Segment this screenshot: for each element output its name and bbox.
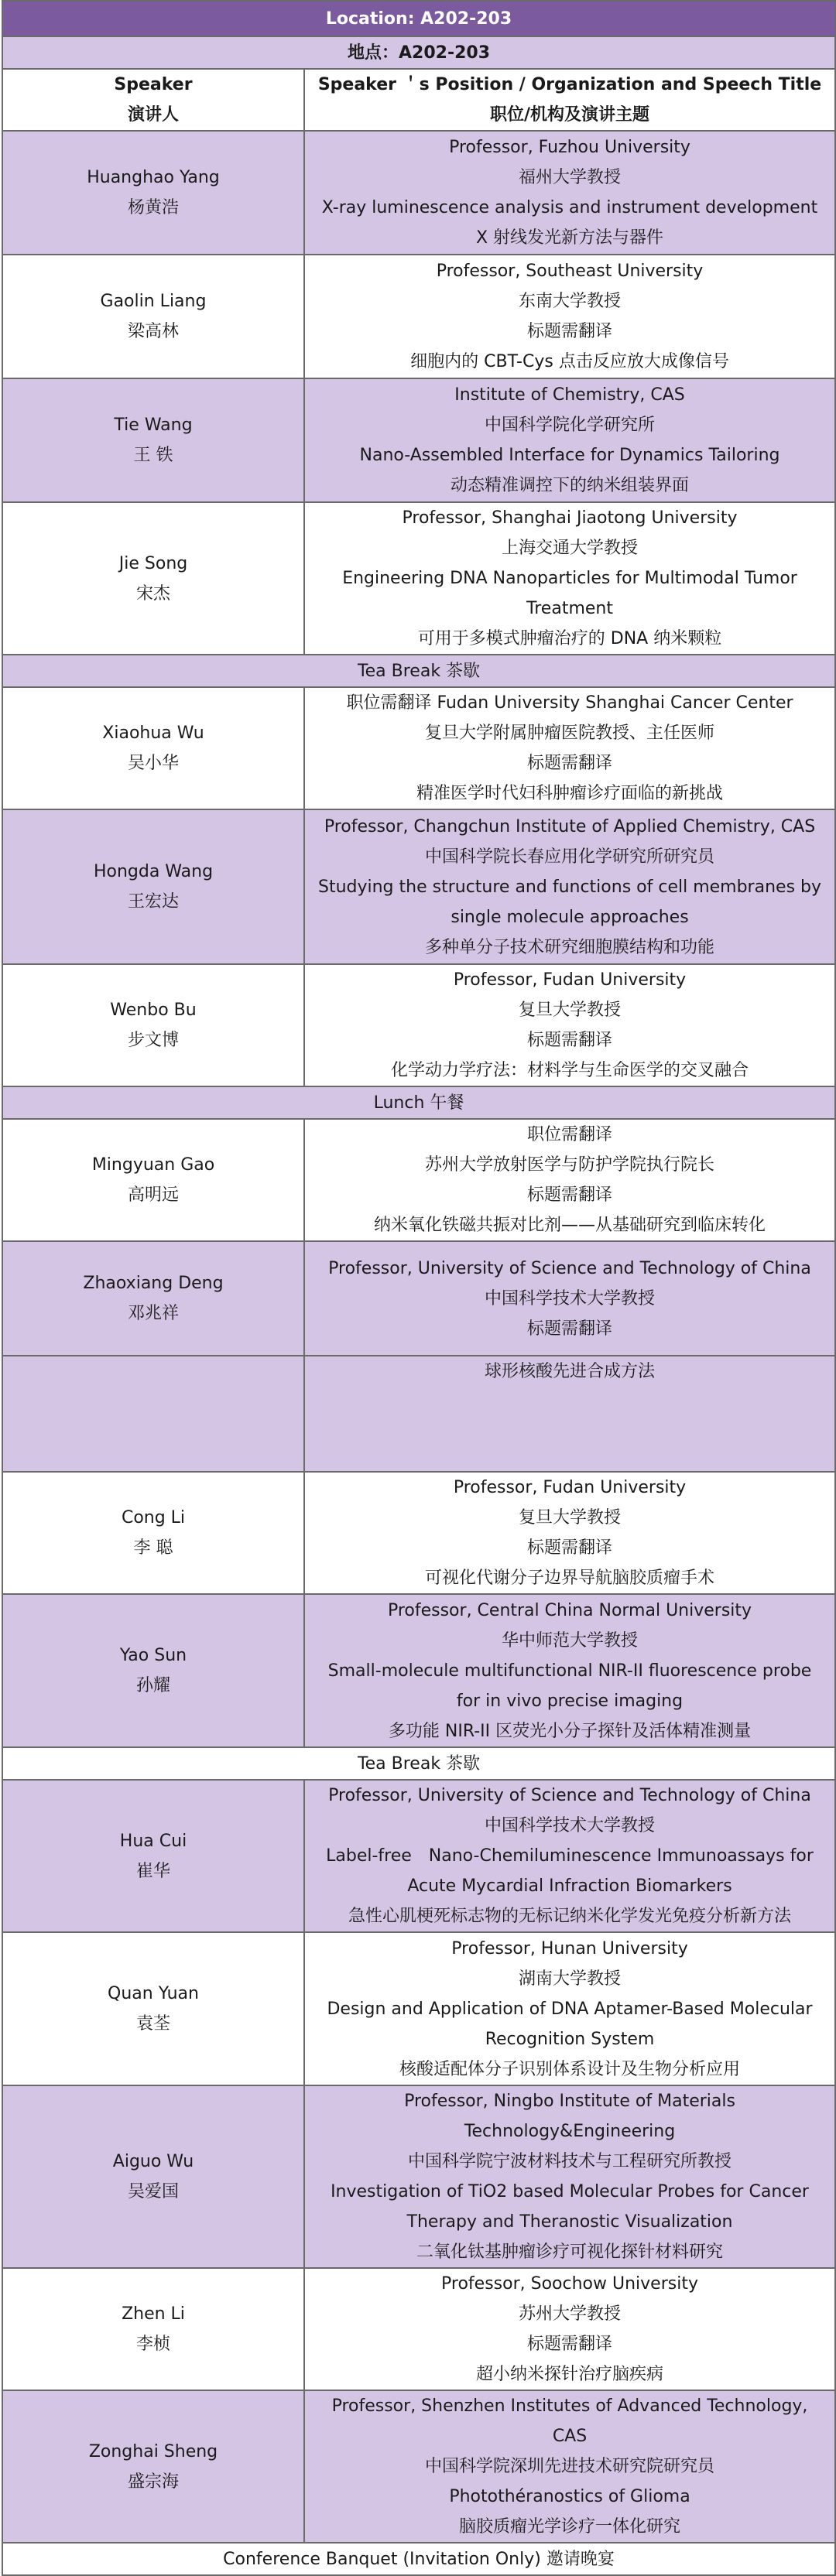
- speaker-row: [2, 255, 835, 378]
- talk-details-cell: [304, 1932, 835, 2085]
- speaker-cell: [2, 1780, 304, 1932]
- talk-detail-line: 中国科学院深圳先进技术研究院研究员: [425, 2457, 715, 2476]
- talk-detail-line: 急性心肌梗死标志物的无标记纳米化学发光免疫分析新方法: [348, 1907, 792, 1926]
- talk-details-cell: [304, 1356, 835, 1472]
- talk-detail-line: 标题需翻译: [527, 754, 613, 773]
- talk-detail-line: Recognition System: [485, 2029, 655, 2049]
- speaker-name-cn: 盛宗海: [127, 2472, 179, 2492]
- talk-detail-line: Nano-Assembled Interface for Dynamics Tailoring: [359, 446, 780, 465]
- talk-detail-line: 纳米氧化铁磁共振对比剂——从基础研究到临床转化: [374, 1216, 766, 1235]
- talk-detail-line: 职位需翻译 Fudan University Shanghai Cancer Center: [346, 693, 793, 713]
- speaker-name-cn: 孙耀: [135, 1676, 170, 1695]
- talk-details-cell: [304, 1780, 835, 1932]
- speaker-name-en: Xiaohua Wu: [102, 724, 204, 743]
- speaker-name-en: Hua Cui: [119, 1831, 187, 1851]
- speaker-cell: [2, 255, 304, 378]
- speaker-name-en: Mingyuan Gao: [91, 1155, 215, 1175]
- talk-detail-line: 复旦大学附属肿瘤医院教授、主任医师: [425, 724, 715, 743]
- talk-detail-line: 福州大学教授: [519, 168, 622, 187]
- talk-detail-line: Photothéranostics of Glioma: [449, 2487, 690, 2506]
- break-row: [2, 1086, 835, 1119]
- talk-detail-line: Small-molecule multifunctional NIR-II fluorescence probe: [327, 1661, 812, 1681]
- talk-detail-line: Professor, Changchun Institute of Applied Chemistry, CAS: [324, 816, 816, 836]
- talk-detail-line: 华中师范大学教授: [502, 1630, 639, 1651]
- speaker-name-en: Aiguo Wu: [112, 2152, 194, 2171]
- talk-detail-line: 中国科学技术大学教授: [485, 1816, 656, 1835]
- speaker-name-en: Huanghao Yang: [87, 168, 220, 187]
- speaker-name-cn: 袁荃: [135, 2014, 170, 2034]
- speaker-name-cn: 王宏达: [127, 892, 179, 912]
- talk-detail-line: Therapy and Theranostic Visualization: [406, 2212, 733, 2232]
- continuation-row: [2, 1356, 835, 1472]
- talk-detail-line: 苏州大学教授: [519, 2304, 622, 2324]
- talk-detail-line: X-ray luminescence analysis and instrument development: [321, 198, 818, 217]
- title-header-cn: 职位/机构及演讲主题: [489, 105, 650, 125]
- talk-detail-line: 中国科学院宁波材料技术与工程研究所教授: [408, 2152, 732, 2171]
- talk-detail-line: 化学动力学疗法：材料学与生命医学的交叉融合: [391, 1061, 749, 1080]
- talk-detail-line: Label-free Nano-Chemiluminescence Immunoassays for: [326, 1846, 814, 1866]
- talk-detail-line: single molecule approaches: [451, 907, 689, 927]
- talk-detail-line: 二氧化钛基肿瘤诊疗可视化探针材料研究: [416, 2242, 724, 2262]
- talk-detail-line: Investigation of TiO2 based Molecular Probes for Cancer: [331, 2182, 809, 2201]
- talk-detail-line: 中国科学技术大学教授: [485, 1288, 656, 1309]
- speaker-name-en: Quan Yuan: [108, 1984, 199, 2003]
- talk-detail-line: 标题需翻译: [527, 1031, 613, 1050]
- speaker-row: [2, 1780, 835, 1932]
- speaker-row: [2, 2390, 835, 2543]
- speaker-name-cn: 杨黄浩: [127, 198, 179, 217]
- speaker-name-cn: 吴小华: [127, 754, 179, 773]
- speaker-row: [2, 131, 835, 255]
- talk-details-cell: [304, 131, 835, 255]
- speaker-cell: [2, 1119, 304, 1241]
- break-label: Tea Break 茶歇: [2, 1747, 835, 1780]
- talk-detail-line: 东南大学教授: [519, 292, 622, 311]
- talk-details-cell: [304, 964, 835, 1086]
- speaker-header-cn: 演讲人: [127, 105, 179, 125]
- talk-detail-line: Technology&Engineering: [464, 2122, 676, 2141]
- speaker-header-en: Speaker: [114, 75, 193, 94]
- talk-details-cell: [304, 2268, 835, 2390]
- speaker-name-en: Gaolin Liang: [100, 292, 207, 311]
- talk-detail-line: 可视化代谢分子边界导航脑胶质瘤手术: [425, 1569, 715, 1588]
- talk-detail-line: for in vivo precise imaging: [456, 1691, 684, 1711]
- talk-detail-line: Engineering DNA Nanoparticles for Multimodal Tumor: [342, 569, 797, 588]
- talk-detail-line: 标题需翻译: [527, 1319, 613, 1339]
- talk-detail-line: Professor, Soochow University: [441, 2274, 698, 2294]
- talk-detail-line: 中国科学院长春应用化学研究所研究员: [425, 847, 715, 867]
- speaker-cell: [2, 502, 304, 655]
- talk-detail-line: Acute Mycardial Infraction Biomarkers: [407, 1876, 732, 1896]
- speaker-name-en: Zhen Li: [122, 2304, 185, 2324]
- speaker-cell: [2, 1932, 304, 2085]
- speaker-name-cn: 梁高林: [127, 322, 179, 341]
- speaker-name-cn: 宋杰: [135, 583, 170, 604]
- talk-detail-line: Institute of Chemistry, CAS: [454, 385, 685, 405]
- talk-details-cell: [304, 687, 835, 809]
- speaker-row: [2, 502, 835, 655]
- speaker-name-cn: 邓兆祥: [127, 1304, 179, 1323]
- speaker-cell: [2, 2268, 304, 2390]
- speaker-name-en: Zhaoxiang Deng: [83, 1274, 224, 1293]
- talk-details-cell: [304, 1594, 835, 1747]
- talk-details-cell: [304, 1119, 835, 1241]
- speaker-cell: [2, 378, 304, 502]
- speaker-cell: [2, 2390, 304, 2543]
- speaker-name-cn: 步文博: [127, 1031, 179, 1050]
- talk-detail-line: 精准医学时代妇科肿瘤诊疗面临的新挑战: [416, 784, 724, 803]
- talk-details-cell: [304, 1241, 835, 1356]
- talk-detail-line: 多种单分子技术研究细胞膜结构和功能: [425, 937, 715, 957]
- speaker-cell: [2, 964, 304, 1086]
- talk-detail-line: Professor, Shanghai Jiaotong University: [402, 508, 738, 528]
- talk-details-cell: [304, 502, 835, 655]
- speaker-name-en: Hongda Wang: [93, 862, 214, 881]
- speaker-column-header: [2, 69, 304, 131]
- speaker-row: [2, 964, 835, 1086]
- talk-detail-line: Professor, University of Science and Technology of China: [328, 1258, 811, 1278]
- talk-detail-line: 超小纳米探针治疗脑疾病: [476, 2365, 664, 2384]
- talk-detail-line: 多功能 NIR-II 区荧光小分子探针及活体精准测量: [388, 1721, 752, 1741]
- talk-detail-line: Professor, Ningbo Institute of Materials: [404, 2092, 735, 2111]
- speaker-name-cn: 李桢: [135, 2335, 170, 2354]
- speaker-name-en: Tie Wang: [114, 416, 193, 435]
- talk-detail-line: Professor, University of Science and Technology of China: [328, 1786, 811, 1805]
- speaker-name-cn: 李 聪: [133, 1538, 173, 1558]
- speaker-row: [2, 1594, 835, 1747]
- talk-details-cell: [304, 378, 835, 502]
- speaker-row: [2, 378, 835, 502]
- speaker-name-en: Wenbo Bu: [110, 1001, 197, 1020]
- talk-detail-line: Design and Application of DNA Aptamer-Based Molecular: [327, 1999, 813, 2019]
- title-column-header: [304, 69, 835, 131]
- talk-detail-line: Treatment: [526, 599, 613, 618]
- location-cn: 地点：A202-203: [2, 36, 835, 69]
- talk-details-cell: [304, 2085, 835, 2268]
- talk-detail-line: 核酸适配体分子识别体系设计及生物分析应用: [399, 2059, 741, 2079]
- speaker-row: [2, 809, 835, 964]
- talk-detail-line: 标题需翻译: [527, 1538, 613, 1558]
- speaker-row: [2, 1241, 835, 1356]
- speaker-cell: [2, 2085, 304, 2268]
- speaker-cell: [2, 1594, 304, 1747]
- speaker-row: [2, 1932, 835, 2085]
- talk-detail-line: 标题需翻译: [527, 1185, 613, 1205]
- talk-details-cell: [304, 255, 835, 378]
- location-cn-row: [2, 36, 835, 69]
- location-header-row: [2, 1, 835, 36]
- break-label: Lunch 午餐: [2, 1086, 835, 1119]
- talk-detail-line: Professor, Fudan University: [453, 970, 687, 990]
- talk-detail-line: Professor, Central China Normal University: [387, 1600, 752, 1620]
- speaker-row: [2, 1119, 835, 1241]
- speaker-cell: [2, 687, 304, 809]
- speaker-cell: [2, 809, 304, 964]
- speaker-name-cn: 王 铁: [133, 446, 173, 465]
- speaker-name-en: Zonghai Sheng: [88, 2441, 218, 2461]
- speaker-name-cn: 崔华: [135, 1861, 170, 1881]
- talk-detail-line: Professor, Hunan University: [451, 1938, 688, 1959]
- talk-detail-line: 中国科学院化学研究所: [485, 416, 656, 435]
- speaker-name-cn: 高明远: [127, 1185, 179, 1205]
- speaker-row: [2, 2085, 835, 2268]
- talk-detail-line: Professor, Fuzhou University: [449, 138, 690, 157]
- talk-detail-line: 苏州大学放射医学与防护学院执行院长: [425, 1155, 715, 1175]
- talk-detail-line: 细胞内的 CBT-Cys 点击反应放大成像信号: [410, 352, 729, 371]
- talk-detail-line: 标题需翻译: [527, 2335, 613, 2354]
- talk-detail-line: 动态精准调控下的纳米组装界面: [451, 476, 690, 495]
- break-row: [2, 655, 835, 687]
- location-en: Location: A202-203: [2, 1, 835, 36]
- break-label: Conference Banquet (Invitation Only) 邀请晚宴: [2, 2543, 835, 2575]
- speaker-cell: [2, 1472, 304, 1594]
- talk-detail-line: 上海交通大学教授: [502, 539, 639, 558]
- talk-detail-line: 脑胶质瘤光学诊疗一体化研究: [459, 2517, 681, 2537]
- talk-detail-line: 复旦大学教授: [519, 1001, 622, 1020]
- talk-detail-line: Professor, Shenzhen Institutes of Advanced Technology, CAS: [331, 2396, 808, 2446]
- talk-details-cell: [304, 1472, 835, 1594]
- talk-detail-line: 可用于多模式肿瘤治疗的 DNA 纳米颗粒: [417, 629, 722, 648]
- speaker-cell: [2, 1356, 304, 1472]
- talk-detail-line: X 射线发光新方法与器件: [475, 228, 664, 248]
- talk-detail-line: Professor, Fudan University: [453, 1478, 687, 1497]
- talk-detail-line: 职位需翻译: [527, 1125, 613, 1144]
- title-header-en: Speaker ＇s Position / Organization and Speech Title: [317, 75, 822, 94]
- talk-detail-line: 标题需翻译: [527, 322, 613, 341]
- speaker-row: [2, 2268, 835, 2390]
- break-label: Tea Break 茶歇: [2, 655, 835, 687]
- talk-detail-line: 复旦大学教授: [519, 1508, 622, 1527]
- speaker-name-cn: 吴爱国: [127, 2182, 179, 2201]
- column-header-row: [2, 69, 835, 131]
- talk-detail-line: 湖南大学教授: [519, 1969, 622, 1989]
- speaker-cell: [2, 131, 304, 255]
- speaker-name-en: Jie Song: [118, 553, 188, 573]
- speaker-name-en: Cong Li: [121, 1508, 186, 1527]
- break-row: [2, 1747, 835, 1780]
- talk-details-cell: [304, 809, 835, 964]
- speaker-row: [2, 687, 835, 809]
- speaker-cell: [2, 1241, 304, 1356]
- speaker-name-en: Yao Sun: [119, 1646, 187, 1665]
- speaker-row: [2, 1472, 835, 1594]
- talk-detail-line: 球形核酸先进合成方法: [485, 1362, 656, 1381]
- talk-detail-line: Studying the structure and functions of cell membranes by: [317, 877, 822, 897]
- schedule-table: [2, 0, 836, 2576]
- talk-detail-line: Professor, Southeast University: [436, 262, 704, 281]
- talk-details-cell: [304, 2390, 835, 2543]
- break-row: [2, 2543, 835, 2575]
